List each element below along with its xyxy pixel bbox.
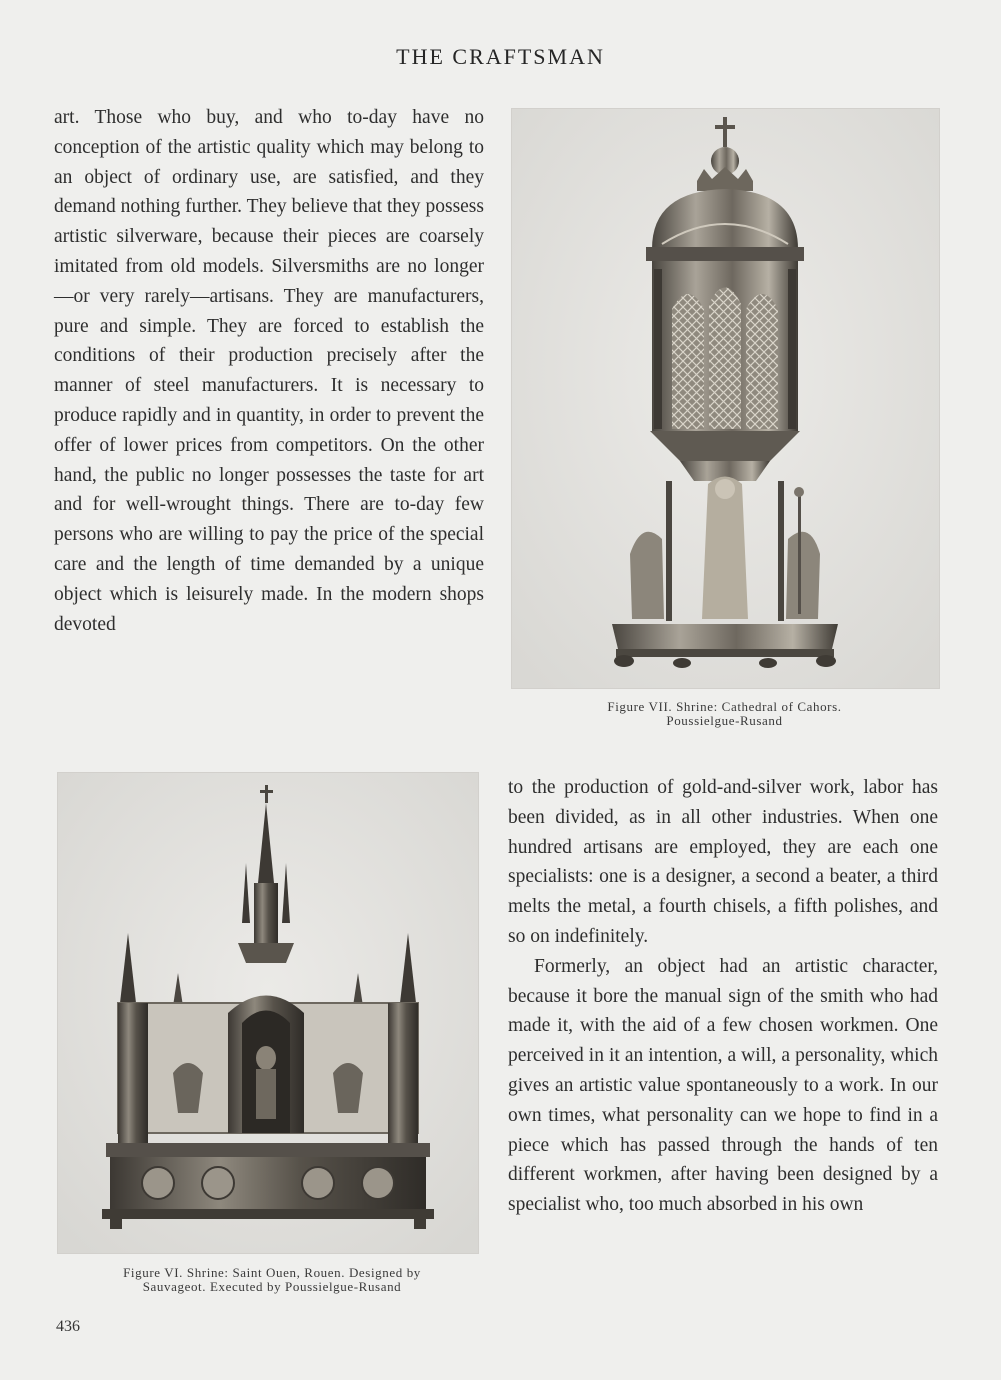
body-text-column-left bbox=[54, 103, 484, 639]
caption-line: Sauvageot. Executed by Poussielgue-Rusand bbox=[142, 1279, 402, 1294]
figure-vi-photo bbox=[57, 772, 479, 1254]
running-header: THE CRAFTSMAN bbox=[396, 44, 605, 69]
figure-vii-photo bbox=[511, 108, 940, 689]
figure-vii-caption bbox=[511, 700, 938, 728]
paragraph: Formerly, an object had an artistic character, because it bore the manual sign of the smith who had made it, with the aid of a few chosen workmen. One perceived in it an intention, a will, a personality, which gives an artistic value spontaneously to a work. In our own times, what personality can we hope to find in a piece which has passed through the hands of ten different workmen, after having been designed by a specialist who, too much absorbed in his own bbox=[508, 955, 938, 1216]
page-number: 436 bbox=[56, 1318, 80, 1335]
caption-line: Figure VI. Shrine: Saint Ouen, Rouen. Designed by bbox=[123, 1265, 421, 1280]
figure-vi-caption bbox=[57, 1266, 487, 1294]
caption-line: Poussielgue-Rusand bbox=[666, 713, 783, 728]
body-text-column-right bbox=[508, 773, 938, 1220]
paragraph: art. Those who buy, and who to-day have no conception of the artistic quality which may belong to an object of ordinary use, are satisfied, and they demand nothing further. They believe that they possess artistic silverware, because their pieces are coarsely imitated from old models. Silversmiths are no longer—or very rarely—artisans. They are manufacturers, pure and simple. They are forced to establish the conditions of their production precisely after the manner of steel manufacturers. It is necessary to produce rapidly and in quantity, in order to prevent the offer of lower prices from competitors. On the other hand, the public no longer possesses the taste for art and for well-wrought things. There are to-day few persons who are willing to pay the price of the special care and the length of time demanded by a unique object which is leisurely made. In the modern shops devoted bbox=[54, 107, 484, 635]
paragraph: to the production of gold-and-silver work, labor has been divided, as in all other industries. When one hundred artisans are employed, they are each one specialists: one is a designer, a second a beater, a third melts the metal, a fourth chisels, a fifth polishes, and so on indefinitely. bbox=[508, 777, 938, 947]
caption-line: Figure VII. Shrine: Cathedral of Cahors. bbox=[607, 699, 842, 714]
